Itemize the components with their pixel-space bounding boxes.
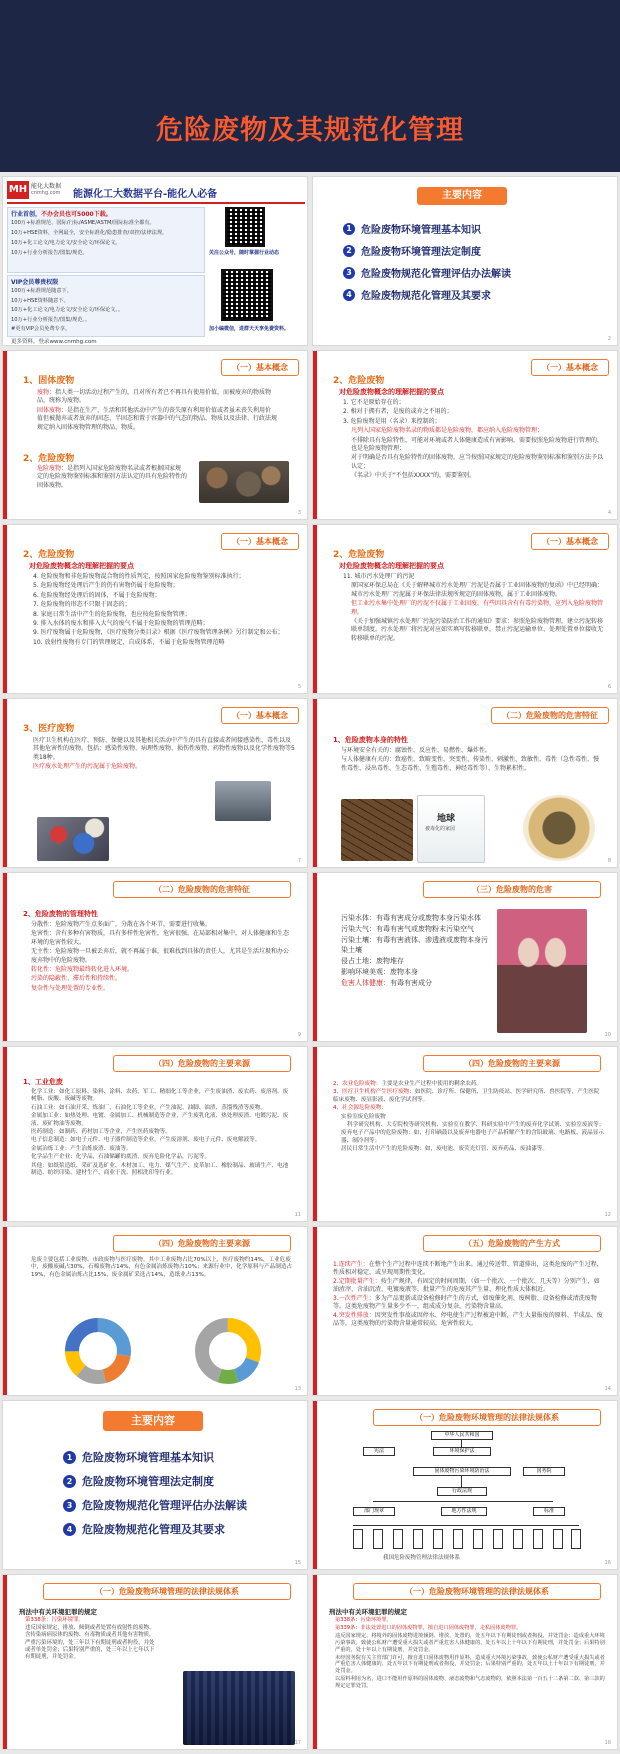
page-number: 14 bbox=[604, 1386, 611, 1392]
incinerator-photo bbox=[215, 781, 271, 821]
diagram-leaf bbox=[373, 1529, 383, 1549]
page-number: 5 bbox=[297, 684, 301, 690]
diagram-leaf bbox=[433, 1529, 443, 1549]
feature-item: 100万+标准规范、国际/行标/ASME/ASTM/国际标准全都有。 bbox=[11, 220, 155, 226]
accent-bar bbox=[3, 1047, 7, 1221]
subheading: 刑法中有关环境犯罪的规定 bbox=[329, 1608, 407, 1616]
diagram-leaf bbox=[353, 1529, 363, 1549]
heading: 3、医疗废物 bbox=[23, 724, 75, 734]
heading: 2、危险废物 bbox=[333, 376, 385, 386]
slide-legal-framework bbox=[312, 1400, 618, 1570]
diagram-node: 标准 bbox=[533, 1507, 565, 1516]
feature-item: 10万+行业分析报告/图集/规范。 bbox=[11, 250, 88, 256]
brand-name: 能化大数据 bbox=[31, 183, 62, 190]
page-number: 13 bbox=[294, 1386, 301, 1392]
heading: 2、危险废物 bbox=[23, 454, 75, 464]
toc-item[interactable]: 4 危险废物规范化管理及其要求 bbox=[63, 1521, 225, 1537]
diagram-node: 宪法 bbox=[363, 1447, 395, 1456]
slide-hazard-features-1: （二）危险废物的危害特征 1、危险废物本身的特性 与环境安全有关的：腐蚀性、反应性、易燃性、爆炸性。 与人体健康有关的：致癌性、致畸变性、突变性、传染性、刺激性、致敏性、毒性（急性毒性、慢性毒性、浸出毒性、生态毒性、生殖毒性、神经毒性等）、生物累积性。 地球 被毒化的家园 8 bbox=[312, 698, 618, 868]
page-number: 15 bbox=[294, 1560, 301, 1566]
section-tag: （一）危险废物环境管理的法律法规体系 bbox=[353, 1583, 601, 1600]
qr2-caption: 加小编微信，进群天天享免费资料。 bbox=[209, 326, 290, 332]
page-number: 12 bbox=[604, 1212, 611, 1218]
accent-bar bbox=[3, 351, 7, 519]
page-number: 16 bbox=[604, 1560, 611, 1566]
accent-bar bbox=[3, 873, 7, 1041]
toc-item[interactable]: 3 危险废物规范化管理评估办法解读 bbox=[63, 1497, 247, 1513]
vip-title: VIP会员尊贵权限 bbox=[11, 279, 59, 286]
slide-ad bbox=[2, 176, 308, 346]
accent-bar bbox=[313, 1227, 317, 1395]
section-tag: （三）危险废物的危害 bbox=[423, 881, 601, 898]
diagram-leaf bbox=[493, 1529, 503, 1549]
heading: 2、危险废物 bbox=[23, 550, 75, 560]
section-tag: （一）基本概念 bbox=[221, 707, 299, 724]
slide-toc bbox=[312, 176, 618, 346]
brand-url: cnmhg.com bbox=[31, 190, 61, 196]
accent-bar bbox=[3, 525, 7, 693]
feature-item: 10万+化工论文/电力论文/安全论文/环保论文。 bbox=[11, 240, 121, 246]
vip-item: 10万+行业分析报告/图集/规范。。 bbox=[11, 316, 91, 323]
section-tag: （一）基本概念 bbox=[221, 533, 299, 550]
slide-basic-concept-1: （一）基本概念 1、固体废物 废物：指人类一切活动过程产生的，且对所有者已不再具有使用价值，而被废弃的物质物品，统称为废物。 固体废物：是指在生产、生活和其他活动中产生的丧失原有利用价值或者虽未丧失利用价值但被抛弃或者放弃的固态、半固态和置于容器中的气态的物品、物质以及法律、行政法规规定纳入固体废物管理的物品、物质。 2、危险废物 危险废物：是指列入国家危险废物名录或者根据国家规定的危险废物鉴别标准和鉴别方法认定的具有危险特性的固体废物。 3 bbox=[2, 350, 308, 520]
vip-item: 10万+化工论文/电力论文/安全论文/环保论文。。 bbox=[11, 307, 124, 313]
slide-hazard-features-2: （二）危险废物的危害特征 2、危险废物的管理特性 分散性：危险废物产生点多面广，分散在各个环节，需要进行收集。 危害性：含有多种有害物质，具有多样性危害性，危害很强，在局部相对集中，对人体健康和生态环境的危害性较大。 无主性：危险废物一旦被丢弃后，就不再属于谁，很难找到具体的责任人，尤其是生活垃圾和办公废弃物中的危险废物。 转化性：危险废物最终转化进入环境。 污染的隐蔽性、滞后性和持续性。 复杂性与处理处置的专业性。 9 bbox=[2, 872, 308, 1042]
slide-criminal-law-2: （一）危险废物环境管理的法律法规体系 刑法中有关环境犯罪的规定 第338条：污染环境罪。 第339条：非法处置进口的固体废物罪，擅自进口固体废物罪，走私固体废物罪。 违反国家规定，将境外的固体废物进境倾倒、堆放、处置的，处五年以下有期徒刑或者拘役，并处罚金；造成重大环境污染事故，致使公私财产遭受重大损失或者严重危害人体健康的，处五年以上十年以下有期徒刑，并处罚金；后果特别严重的，处十年以上有期徒刑，并处罚金。 未经国务院有关主管部门许可，擅自进口固体废物用作原料，造成重大环境污染事故，致使公私财产遭受重大损失或者严重危害人体健康的，处五年以下有期徒刑或者拘役，并处罚金；后果特别严重的，处五年以上十年以下有期徒刑，并处罚金。 以原料利用为名，进口不能用作原料的固体废物、液态废物和气态废物的，依照本法第一百五十二条第二款、第三款的规定定罪处罚。 18 bbox=[312, 1574, 618, 1750]
medical-waste-photo bbox=[37, 817, 109, 861]
slide-basic-concept-3: （一）基本概念 2、危险废物 对危险废物概念的理解把握的要点 4. 危险废物和非危险废物混合物的性质判定，按照国家危险废物鉴别标准执行； 5. 危险废物经处理后产生的仍有害物仍属于危险废物； 6. 危险废物经处理后的固体，不属于危险废物； 7. 危险废物的形态不只限于固态的； 8. 家庭日常生活中产生的危险废物，也应按危险废物管理； 9. 排入水体的废水和排入大气的废气不属于危险废物的管理范畴； 9. 医疗废物属于危险废物，《医疗废物分类目录》根据《医疗废物管理条例》另行制定和公布； 10. 放射性废物有专门的管理规定，自成体系，不属于危险废物管理范畴 5 bbox=[2, 524, 308, 694]
heading: 1、固体废物 bbox=[23, 376, 75, 386]
toc-item[interactable]: 2 危险废物环境管理法定制度 bbox=[63, 1473, 214, 1489]
page-number: 6 bbox=[607, 684, 611, 690]
section-tag: （一）基本概念 bbox=[531, 533, 609, 550]
accent-bar bbox=[313, 1575, 317, 1749]
accent-bar bbox=[313, 699, 317, 867]
diagram-node: 国务院 bbox=[523, 1467, 565, 1476]
section-tag: （一）基本概念 bbox=[531, 359, 609, 376]
qr1-caption: 关注公众号，随时掌握行业动态 bbox=[209, 250, 280, 256]
page-number: 7 bbox=[297, 858, 301, 864]
gas-mask-photo bbox=[523, 795, 595, 861]
diagram-leaf bbox=[533, 1529, 543, 1549]
diagram-leaf bbox=[453, 1529, 463, 1549]
source-donut-chart bbox=[43, 1311, 153, 1391]
slide-toc-2 bbox=[2, 1400, 308, 1570]
vip-item: 10万+HSE资料随意下。 bbox=[11, 297, 69, 304]
page-number: 3 bbox=[297, 510, 301, 516]
qr-code-icon bbox=[221, 269, 273, 321]
section-tag: （五）危险废物的产生方式 bbox=[423, 1235, 601, 1252]
diagram-node: 环境保护法 bbox=[433, 1447, 491, 1456]
accent-bar bbox=[313, 1047, 317, 1221]
book-subtitle: 被毒化的家园 bbox=[425, 826, 456, 832]
accent-bar bbox=[313, 525, 317, 693]
subheading: 对危险废物概念的理解把握的要点 bbox=[339, 388, 444, 396]
section-tag: （四）危险废物的主要来源 bbox=[113, 1235, 291, 1252]
platform-title: 能源化工大数据平台-能化人必备 bbox=[73, 189, 218, 200]
diagram-node: 行政法规 bbox=[437, 1487, 487, 1496]
industry-label: 行业首创， bbox=[11, 211, 42, 218]
subheading: 1、危险废物本身的特性 bbox=[333, 736, 408, 744]
vip-note: #更有VIP会员免费专享。 bbox=[11, 326, 71, 332]
waste-type-donut-chart bbox=[173, 1311, 283, 1391]
toc-item[interactable]: 4 危险废物规范化管理及其要求 bbox=[343, 287, 491, 302]
subheading: 2、危险废物的管理特性 bbox=[23, 910, 98, 918]
slide-sources-1: （四）危险废物的主要来源 1、工业危废 化学工业：如化工原料、染料、涂料、农药、军工、精细化工等企业，产生废油渣、废农药、废溶剂、废树脂、废酸、废碱等废物。 石油工业：如石油开采、炼油厂、石油化工等企业，产生油泥、油脚、油渣、蒸馏残渣等废物。 金属加工业：如热处理、电镀、金属加工、机械制造等企业，产生废乳化液、热处理废渣、电镀污泥、废液、废矿物油等废物。 医药制造：如制药、药材加工等企业，产生医药废物等。 电子信息制造：如电子元件、电子器件制造等企业，产生废溶剂、废电子元件、废电解液等。 金属冶炼工业：产生冶炼废渣、废油等。 化学品生产企业：化学品，石油储罐的底渣，废弃危险化学品，污泥等。 其他：如纸浆造纸、采矿及选矿业、木材加工、电力、煤气生产、皮革加工、橡胶制品、玻璃生产、电池制造、纺织印染、建材生产、商业干洗、照相洗印等行业。 11 bbox=[2, 1046, 308, 1222]
slide-basic-concept-2: （一）基本概念 2、危险废物 对危险废物概念的理解把握的要点 1. 它不是原始存在的； 2. 相对于拥有者，是废的或弃之不用的； 3. 危险废物是用（名录）来控制的； 凡列入国家危险废物名录的物质都是危险废物，都应纳入危险废物管理； 不排除具有危险特性，可能对环境或者人体健康造成有害影响，需要按照危险废物进行管理的，也是危险废物管理； 对于明确是否具有危险特性的固体废物，应当按照国家规定的危险废物鉴别标准和鉴别方法予以认定； 《名录》中关于"不包括XXXX"的，需要鉴别。 4 bbox=[312, 350, 618, 520]
slide-criminal-law-1: （一）危险废物环境管理的法律法规体系 刑法中有关环境犯罪的规定 第338条：污染环境罪。 违反国家规定，排放、倾倒或者处置有放射性的废物、含传染病病原体的废物、有毒物质或者其他有害物质，严重污染环境的，处三年以下有期徒刑或者拘役，并处或者单处罚金；后果特别严重的，处三年以上七年以下有期徒刑，并处罚金。 17 bbox=[2, 1574, 308, 1750]
accent-bar bbox=[313, 873, 317, 1041]
diagram-leaf bbox=[513, 1529, 523, 1549]
accent-bar bbox=[3, 699, 7, 867]
section-tag: （四）危险废物的主要来源 bbox=[113, 1055, 291, 1072]
page-number: 17 bbox=[294, 1740, 301, 1746]
brand-logo: MH bbox=[7, 181, 29, 199]
toc-item[interactable]: 1 危险废物环境管理基本知识 bbox=[63, 1449, 214, 1465]
diagram-caption: 我国危险废物管理法律法规体系 bbox=[383, 1555, 461, 1561]
slide-hazards: （三）危险废物的危害 污染水体：有毒有害成分或废物本身污染水体 污染大气：有毒有害气或废物粉末污染空气 污染土壤：有毒有害液体、渗透液或废物本身污染土壤 侵占土地：废物堆存 影响环境美观：废物本身 危害人体健康：有毒有害成分 10 bbox=[312, 872, 618, 1042]
slide-basic-concept-4: （一）基本概念 2、危险废物 对危险废物概念的理解把握的要点 11. 城市污水处理厂的污泥 原国家环保总局在《关于解释城市污水处理厂污泥是否属于工业固体废物的复函》中已经明确：城市污水处理厂污泥属于环保法律法规所规定的固体废物，属于工业固体废物。 但工业污水集中处理厂的污泥不仅属于工业固废，有些因具含有有毒污染物，应列入危险废物管理。 《关于加强城镇污水处理厂污泥污染防治工作的通知》要求：参照危险废物管理，建立污泥转移联单制度。污水处理厂将污泥对应如实填写转移联单，禁止污泥运输单位、处理处置单位接收无转移联单的污泥。 6 bbox=[312, 524, 618, 694]
police-formation-photo bbox=[183, 1671, 295, 1745]
waste-drums-photo bbox=[199, 461, 289, 503]
section-tag: （二）危险废物的危害特征 bbox=[491, 707, 609, 724]
slide-sources-3: （四）危险废物的主要来源 危废主要包括工业废物、市政废物与医疗废物。其中工业废物占比70%以上，医疗废物约14%，工业危废中，废酸废碱占30%，石棉废物占14%，有色金属冶炼废物占10%；来源行业中，化学原料与产品制造占19%，有色金属冶炼占比15%，废金属矿采选占14%，造纸业占13%。 13 bbox=[2, 1226, 308, 1396]
slide-medical-waste: （一）基本概念 3、医疗废物 医疗卫生机构在医疗、预防、保健以及其他相关活动中产生的具有直接或者间接感染性、毒性以及其他危害性的废物。包括：感染性废物、病理性废物、损伤性废物、药物性废物以及化学性废物等5类18种。 医疗废水处理产生的污泥属于危险废物。 7 bbox=[2, 698, 308, 868]
subheading: 对危险废物概念的理解把握的要点 bbox=[29, 562, 134, 570]
subheading: 刑法中有关环境犯罪的规定 bbox=[19, 1608, 97, 1616]
page-number: 18 bbox=[604, 1740, 611, 1746]
toc-header: 主要内容 bbox=[103, 1411, 203, 1431]
book-title: 地球 bbox=[437, 814, 456, 824]
subheading: 1、工业危废 bbox=[23, 1078, 63, 1086]
diagram-leaf bbox=[473, 1529, 483, 1549]
diagram-node: 地方性法规 bbox=[441, 1507, 487, 1516]
masked-couple-photo bbox=[497, 909, 587, 1033]
document-title: 危险废物及其规范化管理 bbox=[156, 115, 464, 146]
diagram-leaf bbox=[571, 1529, 581, 1549]
feature-item: 10万+HSE资料，全网最全，安全标准化/隐患排查/双控/法律法规。 bbox=[11, 230, 168, 236]
slide-generation-modes: （五）危险废物的产生方式 1.连续产生：在整个生产过程中连续不断地产生出来。通过传送带、管道排出，这类危废的产生过程，性质相对稳定，或呈现周期性变化。 2.定期批量产生：按生产规律，有固定的时间周期，（如一个批次、一个批次、几天等）分别产生，如油渣滓、含油沉渣、电镀废液等，批量产生的危废其产生量、理化性质大体相近。 3.一次性产生：多为产品更新或设备检修时产生的方式，如废催化剂、废树脂、设备检修或清洗废物等。这类危废物产生量多少不一，组成成分复杂，污染物含量高。 4.突发性排放：因突发性事故或因停水、停电使生产过程被迫中断，产生大量报废的原料、半成品、废品等，这类废物的污染物含量通常较高，危害性较大。 14 bbox=[312, 1226, 618, 1396]
accent-bar bbox=[313, 1401, 317, 1569]
divider bbox=[7, 202, 305, 204]
slide-sources-2: （四）危险废物的主要来源 2、农业危险废物：主要是农业生产过程中使用的剩余农药。 3、医疗卫生机构产生医疗废物：如医院、诊疗所、保健所、卫生防疫站、医学研究所、兽医院等，产生医院临床废物、废显影液、废化学试剂等。 4、社会源危险废物： 实验室废危险废物 科学研究机构、大专院校等研究机构、实验室在教学、科研实验中产生的废弃化学试剂、实验室废液等； 废弃电子产品中的危险废物：如，打印硒鼓以及废弃电器电子产品拆解产生的含铅玻璃、电路板、液晶显示器、制冷剂等； 居民日常生活中产生的危险废物：如，废电池、废荧光灯管、废弃药品、废油漆等。 12 bbox=[312, 1046, 618, 1222]
industry-tag: 不办会员也可5000下载。 bbox=[41, 211, 112, 218]
cracked-earth-photo bbox=[341, 799, 413, 861]
accent-bar bbox=[313, 351, 317, 519]
page-number: 9 bbox=[297, 1032, 301, 1038]
diagram-leaf bbox=[393, 1529, 403, 1549]
section-tag: （二）危险废物的危害特征 bbox=[113, 881, 291, 898]
page-number: 8 bbox=[607, 858, 611, 864]
toc-item[interactable]: 2 危险废物环境管理法定制度 bbox=[343, 243, 481, 258]
section-tag: （一）危险废物环境管理的法律法规体系 bbox=[43, 1583, 291, 1600]
heading: 2、危险废物 bbox=[333, 550, 385, 560]
page-number: 2 bbox=[607, 336, 611, 342]
diagram-node: 固体废物污染环境防治法 bbox=[413, 1467, 511, 1476]
toc-header: 主要内容 bbox=[417, 187, 507, 205]
section-tag: （一）危险废物环境管理的法律法规体系 bbox=[373, 1409, 601, 1426]
section-tag: （四）危险废物的主要来源 bbox=[423, 1055, 601, 1072]
more-link[interactable]: 更多资料，登录www.cnmhg.com bbox=[11, 339, 97, 345]
page-number: 11 bbox=[294, 1212, 301, 1218]
qr-code-icon bbox=[225, 207, 265, 247]
toc-item[interactable]: 1 危险废物环境管理基本知识 bbox=[343, 221, 481, 236]
accent-bar bbox=[3, 1227, 7, 1395]
vip-item: 100万+标准规范随意下。 bbox=[11, 288, 72, 294]
accent-bar bbox=[3, 1575, 7, 1749]
page-number: 4 bbox=[607, 510, 611, 516]
toc-item[interactable]: 3 危险废物规范化管理评估办法解读 bbox=[343, 265, 511, 280]
section-tag: （一）基本概念 bbox=[221, 359, 299, 376]
diagram-leaf bbox=[413, 1529, 423, 1549]
diagram-node: 部门规章 bbox=[353, 1507, 395, 1516]
subheading: 对危险废物概念的理解把握的要点 bbox=[339, 562, 444, 570]
page-number: 10 bbox=[604, 1032, 611, 1038]
diagram-node: 中华人民共和国 bbox=[431, 1431, 493, 1440]
diagram-leaf bbox=[553, 1529, 563, 1549]
